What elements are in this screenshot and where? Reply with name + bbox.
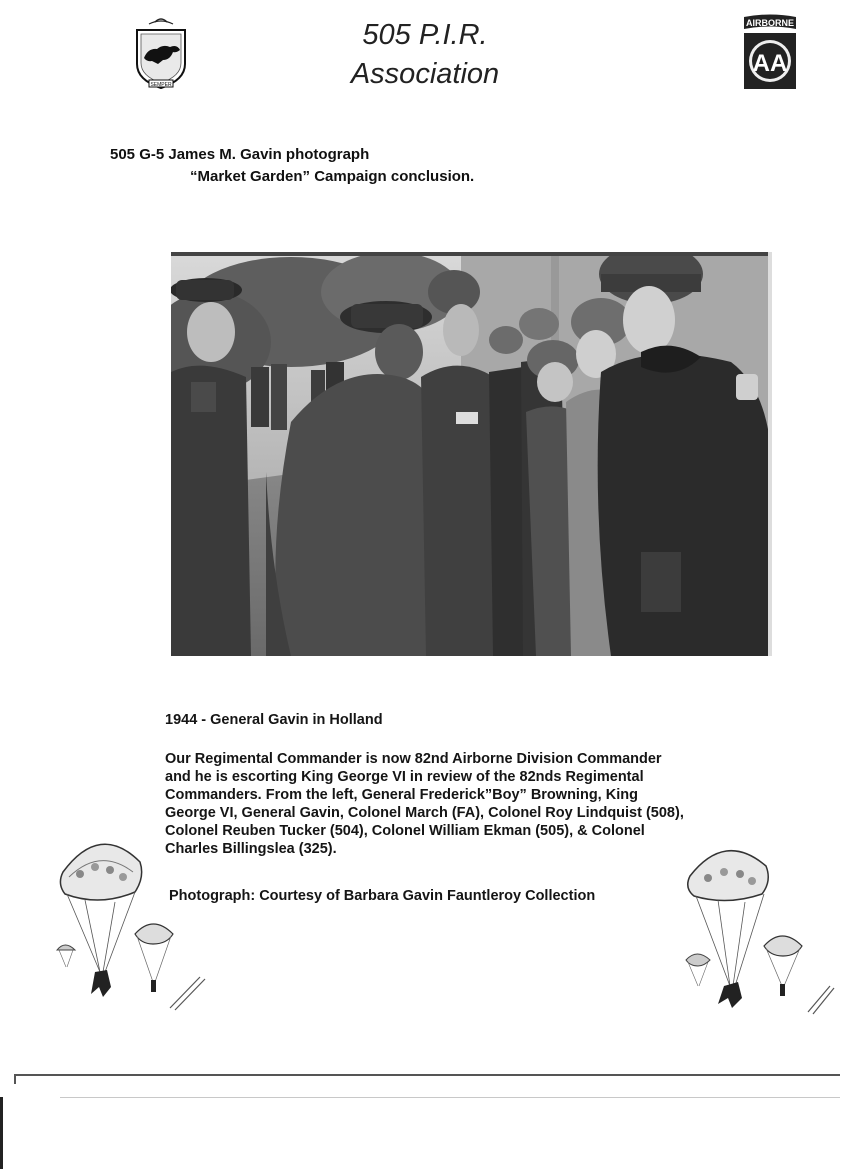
divider-tick (14, 1074, 16, 1084)
description-line: and he is escorting King George VI in review of the 82nds Regimental (165, 769, 644, 785)
description-line: Commanders. From the left, General Frederick”Boy” Browning, King (165, 787, 638, 803)
divider-line (14, 1074, 840, 1076)
description-line: Colonel Reuben Tucker (504), Colonel William Ekman (505), & Colonel (165, 823, 645, 839)
paratroopers-right-icon (680, 836, 840, 1020)
regimental-crest-icon (133, 14, 189, 92)
paratroopers-left-icon (55, 822, 220, 1022)
photo-credit: Photograph: Courtesy of Barbara Gavin Fauntleroy Collection (169, 888, 596, 904)
crest-motto: SEMPER (150, 82, 172, 88)
event-title: 1944 - General Gavin in Holland (165, 712, 383, 728)
patch-letters: AA (752, 50, 788, 77)
historical-photograph (171, 252, 772, 656)
photo-caption-title: 505 G-5 James M. Gavin photograph (110, 146, 370, 163)
82nd-airborne-patch-icon (741, 14, 799, 92)
description-line: Charles Billingslea (325). (165, 841, 337, 857)
organization-name-line1: 505 P.I.R. (362, 19, 488, 51)
photo-caption-subtitle: “Market Garden” Campaign conclusion. (190, 168, 475, 185)
organization-name-line2: Association (350, 58, 500, 90)
description-line: George VI, General Gavin, Colonel March (FA), Colonel Roy Lindquist (508), (165, 805, 684, 821)
patch-airborne-tab: AIRBORNE (745, 18, 795, 28)
divider-line-faint (60, 1097, 840, 1098)
description-line: Our Regimental Commander is now 82nd Airborne Division Commander (165, 751, 662, 767)
scan-edge-mark (0, 1097, 3, 1169)
organization-name (300, 16, 550, 94)
